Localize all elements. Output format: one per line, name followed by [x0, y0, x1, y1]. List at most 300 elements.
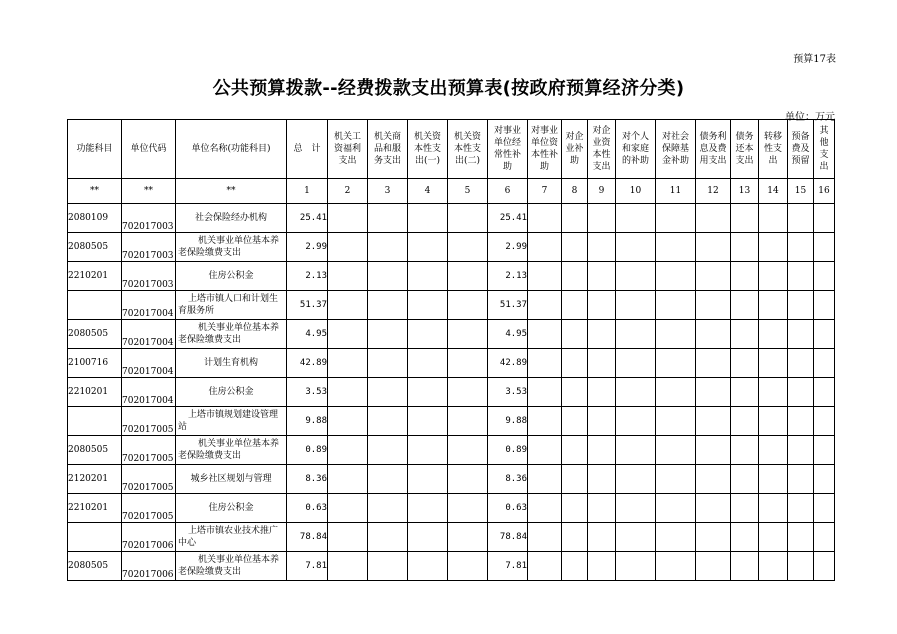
amount-cell: [696, 552, 731, 581]
column-header-label: 机关工资福利支出: [333, 132, 361, 166]
amount-cell: [656, 262, 696, 291]
amount-cell: [408, 436, 448, 465]
unit-name-cell: 机关事业单位基本养老保险缴费支出: [176, 436, 287, 465]
amount-cell: [448, 291, 488, 320]
amount-cell: [814, 494, 835, 523]
amount-cell: [528, 291, 562, 320]
amount-cell: [588, 436, 616, 465]
table-row: [68, 320, 835, 349]
column-index: 2: [328, 179, 368, 204]
amount-cell: [528, 465, 562, 494]
amount-cell: [562, 349, 588, 378]
total-cell: 51.37: [287, 291, 328, 320]
amount-cell: [368, 291, 408, 320]
column-header: [122, 120, 176, 179]
amount-cell: [448, 262, 488, 291]
column-index: 6: [488, 179, 528, 204]
amount-cell: [328, 320, 368, 349]
amount-cell: [588, 494, 616, 523]
amount-cell: [528, 349, 562, 378]
amount-cell: [788, 233, 814, 262]
total-cell: 9.88: [287, 407, 328, 436]
amount-cell: [656, 465, 696, 494]
amount-cell: 2.99: [488, 233, 528, 262]
unit-name-cell: 住房公积金: [176, 262, 287, 291]
function-code-cell: 2210201: [68, 262, 122, 291]
amount-cell: [656, 523, 696, 552]
amount-cell: [588, 465, 616, 494]
amount-cell: [528, 320, 562, 349]
amount-cell: [328, 262, 368, 291]
amount-cell: [528, 233, 562, 262]
amount-cell: [328, 552, 368, 581]
total-cell: 2.99: [287, 233, 328, 262]
column-header: [814, 120, 835, 179]
amount-cell: [814, 291, 835, 320]
column-index: 16: [814, 179, 835, 204]
amount-cell: [448, 320, 488, 349]
column-header-label: 对事业单位经常性补助: [493, 126, 521, 172]
amount-cell: [328, 291, 368, 320]
column-header: [176, 120, 287, 179]
function-code-cell: 2100716: [68, 349, 122, 378]
amount-cell: 51.37: [488, 291, 528, 320]
unit-name-cell: 上塔市镇规划建设管理站: [176, 407, 287, 436]
amount-cell: 7.81: [488, 552, 528, 581]
amount-cell: 4.95: [488, 320, 528, 349]
unit-code-cell: 702017003: [122, 233, 176, 262]
amount-cell: [448, 233, 488, 262]
amount-cell: [814, 552, 835, 581]
amount-cell: [788, 204, 814, 233]
amount-cell: [588, 204, 616, 233]
amount-cell: [448, 378, 488, 407]
amount-cell: [788, 465, 814, 494]
amount-cell: [616, 349, 656, 378]
total-cell: 0.89: [287, 436, 328, 465]
amount-cell: [696, 320, 731, 349]
unit-code-cell: 702017004: [122, 349, 176, 378]
unit-code-cell: 702017005: [122, 407, 176, 436]
table-row: [68, 233, 835, 262]
amount-cell: 0.63: [488, 494, 528, 523]
column-header-label: 机关资本性支出(一): [413, 132, 441, 166]
column-header: [287, 120, 328, 179]
amount-cell: [368, 523, 408, 552]
column-header: [731, 120, 759, 179]
amount-cell: [656, 204, 696, 233]
column-header: [368, 120, 408, 179]
unit-name-cell: 机关事业单位基本养老保险缴费支出: [176, 320, 287, 349]
total-cell: 78.84: [287, 523, 328, 552]
amount-cell: [368, 407, 408, 436]
unit-name-cell: 城乡社区规划与管理: [176, 465, 287, 494]
column-header: [588, 120, 616, 179]
amount-cell: [696, 378, 731, 407]
amount-cell: [696, 523, 731, 552]
header-row: [68, 120, 835, 179]
amount-cell: [759, 291, 788, 320]
amount-cell: [814, 465, 835, 494]
column-header: [448, 120, 488, 179]
amount-cell: [448, 204, 488, 233]
amount-cell: [759, 320, 788, 349]
amount-cell: [588, 233, 616, 262]
amount-cell: [528, 494, 562, 523]
amount-cell: [616, 436, 656, 465]
amount-cell: [656, 349, 696, 378]
amount-cell: [588, 320, 616, 349]
amount-cell: [656, 291, 696, 320]
column-header-label: 对企业资本性支出: [592, 126, 611, 172]
column-index: **: [176, 179, 287, 204]
column-header: [408, 120, 448, 179]
amount-cell: [368, 465, 408, 494]
amount-cell: [528, 378, 562, 407]
amount-cell: [616, 291, 656, 320]
amount-cell: [731, 233, 759, 262]
amount-cell: [368, 552, 408, 581]
column-header: [488, 120, 528, 179]
amount-cell: [562, 378, 588, 407]
amount-cell: [616, 494, 656, 523]
unit-name-cell: 社会保险经办机构: [176, 204, 287, 233]
index-row: [68, 179, 835, 204]
amount-cell: [656, 320, 696, 349]
amount-cell: 25.41: [488, 204, 528, 233]
amount-cell: [759, 204, 788, 233]
unit-name-cell: 上塔市镇农业技术推广中心: [176, 523, 287, 552]
column-index: 14: [759, 179, 788, 204]
table-row: [68, 349, 835, 378]
unit-name-cell: 计划生育机构: [176, 349, 287, 378]
column-index: 13: [731, 179, 759, 204]
amount-cell: [528, 262, 562, 291]
amount-cell: [696, 291, 731, 320]
total-cell: 2.13: [287, 262, 328, 291]
amount-cell: [656, 378, 696, 407]
amount-cell: [616, 378, 656, 407]
total-cell: 7.81: [287, 552, 328, 581]
amount-cell: [616, 204, 656, 233]
amount-cell: [759, 233, 788, 262]
column-header-label: 机关商品和服务支出: [373, 132, 401, 166]
column-index: 1: [287, 179, 328, 204]
total-cell: 8.36: [287, 465, 328, 494]
amount-cell: [448, 436, 488, 465]
table-body: [68, 204, 835, 581]
budget-table: [67, 119, 835, 581]
unit-code-cell: 702017003: [122, 262, 176, 291]
total-cell: 3.53: [287, 378, 328, 407]
amount-cell: [788, 436, 814, 465]
amount-cell: [731, 291, 759, 320]
amount-cell: [368, 320, 408, 349]
form-number: 预算17表: [793, 54, 836, 65]
amount-cell: [814, 378, 835, 407]
column-header-label: 预备费及预留: [791, 132, 810, 166]
column-header: [656, 120, 696, 179]
column-header: [696, 120, 731, 179]
amount-cell: [696, 262, 731, 291]
amount-cell: [562, 204, 588, 233]
table-row: [68, 552, 835, 581]
amount-cell: [696, 494, 731, 523]
function-code-cell: [68, 523, 122, 552]
amount-cell: [759, 436, 788, 465]
column-index: 10: [616, 179, 656, 204]
amount-cell: [408, 378, 448, 407]
amount-cell: [328, 349, 368, 378]
column-header-label: 其他支出: [819, 126, 829, 172]
amount-cell: [814, 436, 835, 465]
unit-name-cell: 住房公积金: [176, 494, 287, 523]
amount-cell: [408, 407, 448, 436]
amount-cell: [788, 523, 814, 552]
column-header: [68, 120, 122, 179]
column-header-label: 债务还本支出: [735, 132, 754, 166]
amount-cell: 9.88: [488, 407, 528, 436]
amount-cell: [528, 407, 562, 436]
amount-cell: [328, 494, 368, 523]
column-index: 9: [588, 179, 616, 204]
column-index: 7: [528, 179, 562, 204]
unit-name-cell: 住房公积金: [176, 378, 287, 407]
column-header-label: 单位代码: [130, 144, 167, 154]
amount-cell: [731, 378, 759, 407]
amount-cell: [696, 233, 731, 262]
amount-cell: [408, 465, 448, 494]
function-code-cell: 2210201: [68, 378, 122, 407]
amount-cell: [588, 552, 616, 581]
column-index: 3: [368, 179, 408, 204]
amount-cell: [562, 233, 588, 262]
amount-cell: [408, 204, 448, 233]
amount-cell: [731, 465, 759, 494]
amount-cell: [528, 204, 562, 233]
column-header-label: 对事业单位资本性补助: [531, 126, 559, 172]
amount-cell: [788, 291, 814, 320]
function-code-cell: 2080109: [68, 204, 122, 233]
unit-code-cell: 702017004: [122, 291, 176, 320]
function-code-cell: 2120201: [68, 465, 122, 494]
amount-cell: [368, 349, 408, 378]
amount-cell: [814, 407, 835, 436]
column-index: **: [122, 179, 176, 204]
function-code-cell: 2080505: [68, 233, 122, 262]
amount-cell: [448, 465, 488, 494]
amount-cell: [368, 204, 408, 233]
amount-cell: [616, 262, 656, 291]
function-code-cell: 2210201: [68, 494, 122, 523]
table-row: [68, 291, 835, 320]
amount-cell: [814, 233, 835, 262]
amount-cell: [408, 349, 448, 378]
unit-name-cell: 机关事业单位基本养老保险缴费支出: [176, 233, 287, 262]
amount-cell: [408, 552, 448, 581]
column-index: 11: [656, 179, 696, 204]
amount-cell: [368, 494, 408, 523]
unit-name-cell: 机关事业单位基本养老保险缴费支出: [176, 552, 287, 581]
amount-cell: 42.89: [488, 349, 528, 378]
column-header-label: 债务利息及费用支出: [699, 132, 727, 166]
column-header: [528, 120, 562, 179]
amount-cell: [696, 349, 731, 378]
amount-cell: [696, 204, 731, 233]
amount-cell: [328, 204, 368, 233]
amount-cell: [562, 320, 588, 349]
column-header: [759, 120, 788, 179]
unit-code-cell: 702017003: [122, 204, 176, 233]
amount-cell: [562, 494, 588, 523]
column-header-label: 转移性支出: [763, 132, 782, 166]
amount-cell: [328, 407, 368, 436]
amount-cell: 78.84: [488, 523, 528, 552]
amount-cell: [731, 436, 759, 465]
amount-cell: [588, 378, 616, 407]
unit-code-cell: 702017005: [122, 494, 176, 523]
amount-cell: [731, 320, 759, 349]
amount-cell: [408, 262, 448, 291]
amount-cell: [616, 233, 656, 262]
function-code-cell: [68, 407, 122, 436]
amount-cell: [408, 233, 448, 262]
table-row: [68, 465, 835, 494]
amount-cell: [788, 407, 814, 436]
amount-cell: [562, 465, 588, 494]
column-index: 12: [696, 179, 731, 204]
amount-cell: [368, 233, 408, 262]
amount-cell: [448, 407, 488, 436]
amount-cell: [328, 523, 368, 552]
amount-cell: [788, 494, 814, 523]
amount-cell: [759, 523, 788, 552]
amount-cell: [528, 436, 562, 465]
column-header-label: 对个人和家庭的补助: [621, 132, 649, 166]
column-index: 4: [408, 179, 448, 204]
amount-cell: [788, 552, 814, 581]
function-code-cell: 2080505: [68, 436, 122, 465]
amount-cell: [408, 320, 448, 349]
amount-cell: [328, 378, 368, 407]
amount-cell: [656, 494, 696, 523]
amount-cell: [788, 262, 814, 291]
column-header: [616, 120, 656, 179]
amount-cell: [448, 494, 488, 523]
amount-cell: [528, 523, 562, 552]
table-row: [68, 378, 835, 407]
unit-code-cell: 702017006: [122, 523, 176, 552]
amount-cell: [731, 349, 759, 378]
amount-cell: 3.53: [488, 378, 528, 407]
amount-cell: 8.36: [488, 465, 528, 494]
unit-code-cell: 702017004: [122, 378, 176, 407]
amount-cell: [731, 523, 759, 552]
amount-cell: [788, 378, 814, 407]
amount-cell: [731, 494, 759, 523]
amount-cell: [656, 407, 696, 436]
amount-cell: 2.13: [488, 262, 528, 291]
amount-cell: [616, 407, 656, 436]
function-code-cell: 2080505: [68, 552, 122, 581]
unit-code-cell: 702017005: [122, 436, 176, 465]
amount-cell: [562, 262, 588, 291]
amount-cell: 0.89: [488, 436, 528, 465]
total-cell: 0.63: [287, 494, 328, 523]
amount-cell: [616, 320, 656, 349]
amount-cell: [759, 349, 788, 378]
amount-cell: [696, 407, 731, 436]
column-header-label: 单位名称(功能科目): [191, 144, 271, 154]
table-row: [68, 436, 835, 465]
unit-label: 单位：万元: [785, 112, 835, 123]
amount-cell: [814, 262, 835, 291]
function-code-cell: [68, 291, 122, 320]
page-title: 公共预算拨款--经费拨款支出预算表(按政府预算经济分类): [212, 78, 685, 99]
function-code-cell: 2080505: [68, 320, 122, 349]
amount-cell: [562, 523, 588, 552]
amount-cell: [562, 436, 588, 465]
unit-code-cell: 702017005: [122, 465, 176, 494]
amount-cell: [759, 407, 788, 436]
amount-cell: [368, 262, 408, 291]
amount-cell: [814, 349, 835, 378]
column-header-label: 总 计: [293, 144, 321, 154]
amount-cell: [368, 378, 408, 407]
amount-cell: [656, 552, 696, 581]
amount-cell: [814, 320, 835, 349]
amount-cell: [328, 436, 368, 465]
column-header-label: 对社会保障基金补助: [661, 132, 689, 166]
unit-code-cell: 702017006: [122, 552, 176, 581]
amount-cell: [656, 233, 696, 262]
amount-cell: [448, 523, 488, 552]
amount-cell: [759, 552, 788, 581]
amount-cell: [814, 523, 835, 552]
amount-cell: [328, 233, 368, 262]
amount-cell: [562, 552, 588, 581]
column-header-label: 功能科目: [76, 144, 113, 154]
amount-cell: [696, 465, 731, 494]
column-index: **: [68, 179, 122, 204]
amount-cell: [408, 523, 448, 552]
amount-cell: [616, 523, 656, 552]
column-index: 5: [448, 179, 488, 204]
amount-cell: [616, 552, 656, 581]
amount-cell: [759, 262, 788, 291]
amount-cell: [616, 465, 656, 494]
amount-cell: [408, 494, 448, 523]
table-row: [68, 523, 835, 552]
amount-cell: [448, 349, 488, 378]
total-cell: 4.95: [287, 320, 328, 349]
column-header-label: 对企业补助: [565, 132, 584, 166]
amount-cell: [328, 465, 368, 494]
amount-cell: [588, 407, 616, 436]
amount-cell: [408, 291, 448, 320]
total-cell: 25.41: [287, 204, 328, 233]
amount-cell: [731, 407, 759, 436]
amount-cell: [731, 204, 759, 233]
unit-name-cell: 上塔市镇人口和计划生育服务所: [176, 291, 287, 320]
amount-cell: [788, 320, 814, 349]
table-row: [68, 494, 835, 523]
amount-cell: [759, 465, 788, 494]
total-cell: 42.89: [287, 349, 328, 378]
column-index: 8: [562, 179, 588, 204]
amount-cell: [562, 407, 588, 436]
amount-cell: [588, 291, 616, 320]
